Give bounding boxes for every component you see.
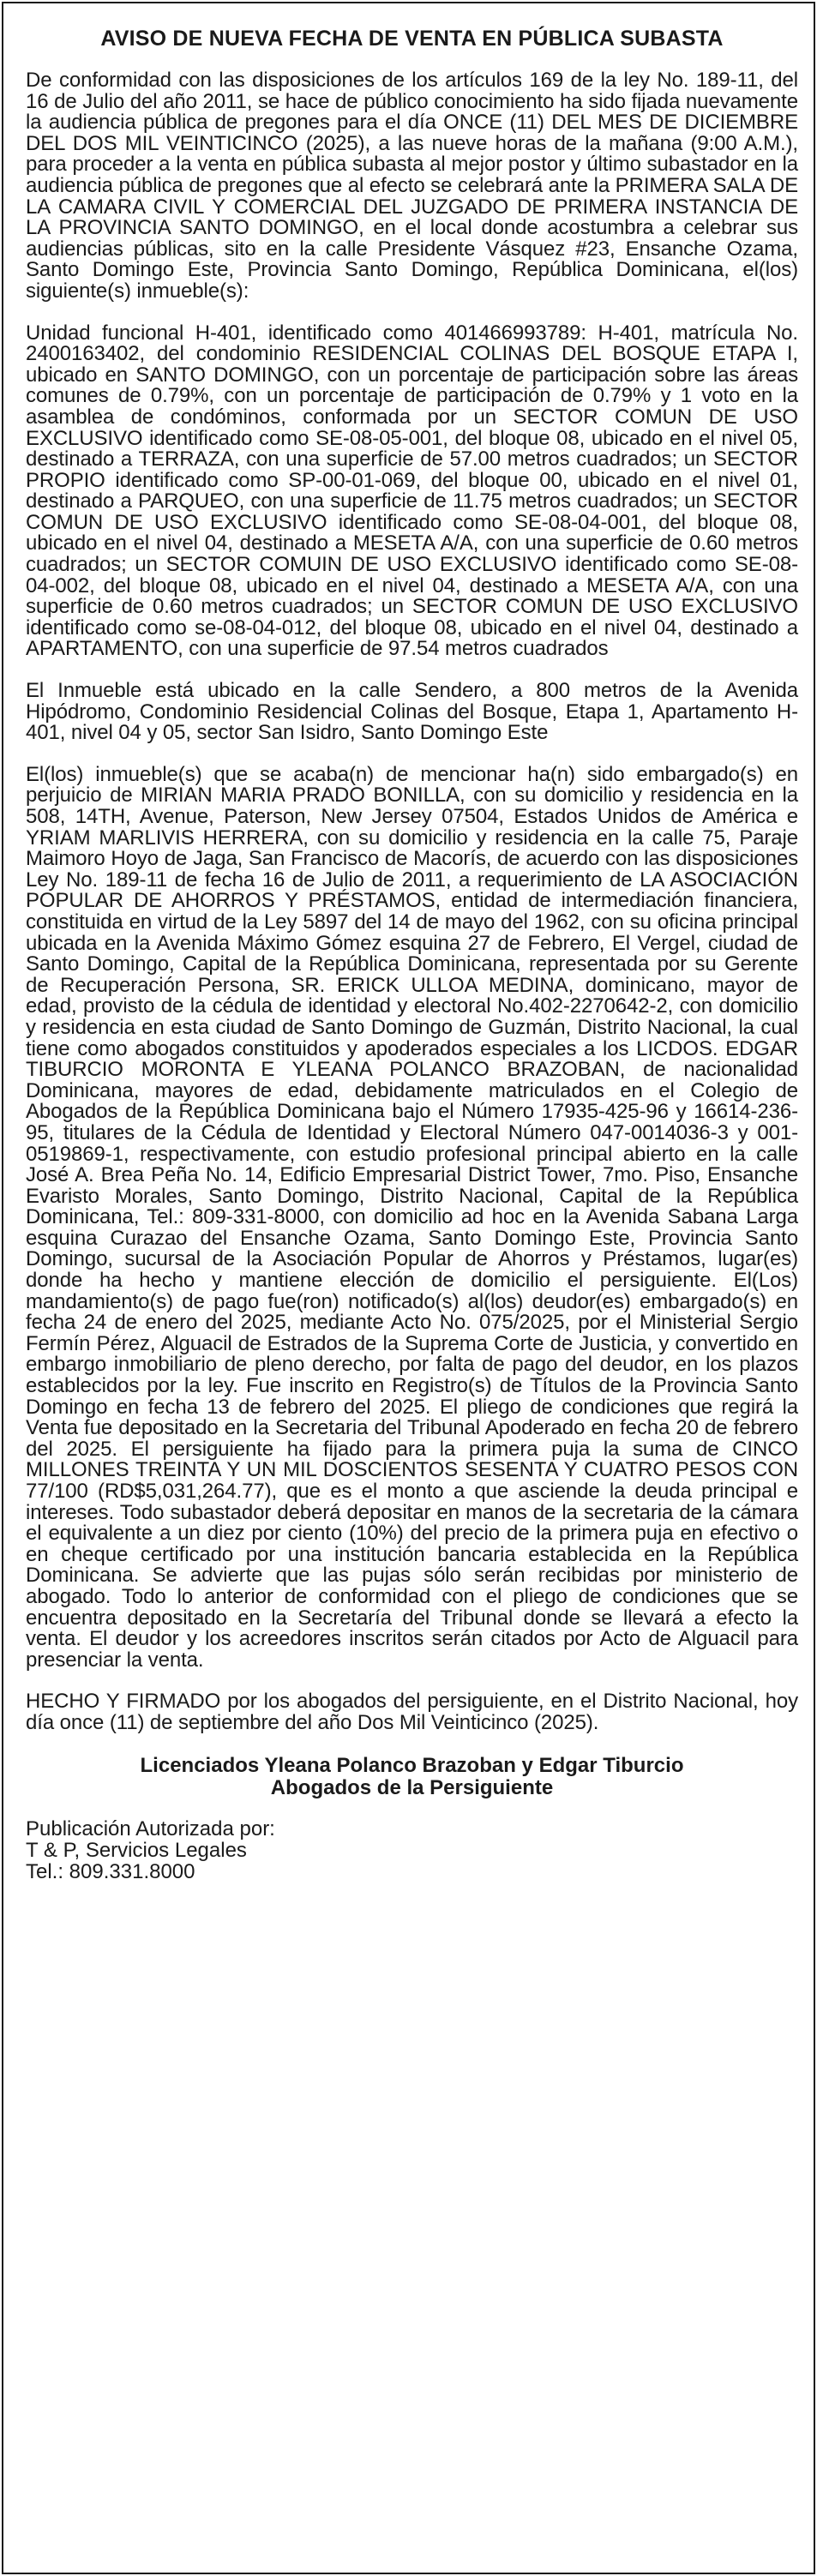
publication-phone: Tel.: 809.331.8000 bbox=[26, 1859, 195, 1883]
paragraph-seizure-details: El(los) inmueble(s) que se acaba(n) de mencionar ha(n) sido embargado(s) en perjuicio de MIRIAN MARIA PRADO BONILLA, con su domicilio y residencia en la 508, 14TH, Avenue, Paterson, New Jersey 07504, Estados Unidos de América e YRIAM MARLIVIS HERRERA, con su domicilio y residencia en la calle 75, Paraje Maimoro Hoyo de Jaga, San Francisco de Macorís, de acuerdo con las disposiciones Ley No. 189-11 de fecha 16 de Julio de 2011, a requerimiento de LA ASOCIACIÓN POPULAR DE AHORROS Y PRÉSTAMOS, entidad de intermediación financiera, constituida en virtud de la Ley 5897 del 14 de mayo del 1962, con su oficina principal ubicada en la Avenida Máximo Gómez esquina 27 de Febrero, El Vergel, ciudad de Santo Domingo, Capital de la República Dominicana, representada por su Gerente de Recuperación Persona, SR. ERICK ULLOA MEDINA, dominicano, mayor de edad, provisto de la cédula de identidad y electoral No.402-2270642-2, con domicilio y residencia en esta ciudad de Santo Domingo de Guzmán, Distrito Nacional, la cual tiene como abogados constituidos y apoderados especiales a los LICDOS. EDGAR TIBURCIO MORONTA E YLEANA POLANCO BRAZOBAN, de nacionalidad Dominicana, mayores de edad, debidamente matriculados en el Colegio de Abogados de la República Dominicana bajo el Número 17935-425-96 y 16614-236-95, titulares de la Cédula de Identidad y Electoral Número 047-0014036-3 y 001-0519869-1, respectivamente, con estudio profesional principal abierto en la calle José A. Brea Peña No. 14, Edificio Empresarial District Tower, 7mo. Piso, Ensanche Evaristo Morales, Santo Domingo, Distrito Nacional, Capital de la República Dominicana, Tel.: 809-331-8000, con domicilio ad hoc en la Avenida Sabana Larga esquina Curazao del Ensanche Ozama, Santo Domingo Este, Provincia Santo Domingo, sucursal de la Asociación Popular de Ahorros y Préstamos, lugar(es) donde ha hecho y mantiene elección de domicilio el persiguiente. El(Los) mandamiento(s) de pago fue(ron) notificado(s) al(los) deudor(es) embargado(s) en fecha 24 de enero del 2025, mediante Acto No. 075/2025, por el Ministerial Sergio Fermín Pérez, Alguacil de Estrados de la Suprema Corte de Justicia, y convertido en embargo inmobiliario de pleno derecho, por falta de pago del deudor, en los plazos establecidos por la ley. Fue inscrito en Registro(s) de Títulos de la Provincia Santo Domingo en fecha 13 de febrero del 2025. El pliego de condiciones que regirá la Venta fue depositado en la Secretaria del Tribunal Apoderado en fecha 20 de febrero del 2025. El persiguiente ha fijado para la primera puja la suma de CINCO MILLONES TREINTA Y UN MIL DOSCIENTOS SESENTA Y CUATRO PESOS CON 77/100 (RD$5,031,264.77), que es el monto a que asciende la deuda principal e intereses. Todo subastador deberá depositar en manos de la secretaria de la cámara el equivalente a un diez por ciento (10%) del precio de la primera puja en efectivo o en cheque certificado por una institución bancaria establecida en la República Dominicana. Se advierte que las pujas sólo serán recibidas por ministerio de abogado. Todo lo anterior de conformidad con el pliego de condiciones que se encuentra depositado en la Secretaría del Tribunal donde se llevará a efecto la venta. El deudor y los acreedores inscritos serán citados por Acto de Alguacil para presenciar la venta. bbox=[26, 762, 798, 1672]
paragraph-signed-statement: HECHO Y FIRMADO por los abogados del persiguiente, en el Distrito Nacional, hoy día once (11) de septiembre del año Dos Mil Veinticinco (2025). bbox=[26, 1690, 798, 1734]
paragraph-property-location: El Inmueble está ubicado en la calle Sendero, a 800 metros de la Avenida Hipódromo, Condominio Residencial Colinas del Bosque, Etapa 1, Apartamento H-401, nivel 04 y 05, sector San Isidro, Santo Domingo Este bbox=[26, 679, 798, 745]
publication-authorized-label: Publicación Autorizada por: bbox=[26, 1816, 275, 1840]
publication-firm-name: T & P, Servicios Legales bbox=[26, 1838, 247, 1862]
attorney-names: Licenciados Yleana Polanco Brazoban y Edgar Tiburcio bbox=[140, 1753, 684, 1777]
attorney-role: Abogados de la Persiguiente bbox=[270, 1775, 554, 1799]
attorney-signature-block bbox=[26, 1755, 798, 1799]
paragraph-property-description: Unidad funcional H-401, identificado como 401466993789: H-401, matrícula No. 2400163402, del condominio RESIDENCIAL COLINAS DEL BOSQUE ETAPA I, ubicado en SANTO DOMINGO, con un porcentaje de participación sobre las áreas comunes de 0.79%, con un porcentaje de participación de 0.79% y 1 voto en la asamblea de condóminos, conformada por un SECTOR COMUN DE USO EXCLUSIVO identificado como SE-08-05-001, del bloque 08, ubicado en el nivel 05, destinado a TERRAZA, con una superficie de 57.00 metros cuadrados; un SECTOR PROPIO identificado como SP-00-01-069, del bloque 00, ubicado en el nivel 01, destinado a PARQUEO, con una superficie de 11.75 metros cuadrados; un SECTOR COMUN DE USO EXCLUSIVO identificado como SE-08-04-001, del bloque 08, ubicado en el nivel 04, destinado a MESETA A/A, con una superficie de 0.60 metros cuadrados; un SECTOR COMUIN DE USO EXCLUSIVO identificado como SE-08-04-002, del bloque 08, ubicado en el nivel 04, destinado a MESETA A/A, con una superficie de 0.60 metros cuadrados; un SECTOR COMUN DE USO EXCLUSIVO identificado como se-08-04-012, del bloque 08, ubicado en el nivel 04, destinado a APARTAMENTO, con una superficie de 97.54 metros cuadrados bbox=[26, 321, 798, 661]
publication-credit bbox=[26, 1818, 798, 1882]
notice-border bbox=[2, 2, 815, 2574]
notice-body bbox=[26, 26, 798, 1882]
notice-title: AVISO DE NUEVA FECHA DE VENTA EN PÚBLICA SUBASTA bbox=[100, 27, 724, 51]
paragraph-hearing-announcement: De conformidad con las disposiciones de los artículos 169 de la ley No. 189-11, del 16 de Julio del año 2011, se hace de público conocimiento ha sido fijada nuevamente la audiencia pública de pregones para el día ONCE (11) DEL MES DE DICIEMBRE DEL DOS MIL VEINTICINCO (2025), a las nueve horas de la mañana (9:00 A.M.), para proceder a la venta en pública subasta al mejor postor y último subastador en la audiencia pública de pregones que al efecto se celebrará ante la PRIMERA SALA DE LA CAMARA CIVIL Y COMERCIAL DEL JUZGADO DE PRIMERA INSTANCIA DE LA PROVINCIA SANTO DOMINGO, en el local donde acostumbra a celebrar sus audiencias públicas, sito en la calle Presidente Vásquez #23, Ensanche Ozama, Santo Domingo Este, Provincia Santo Domingo, República Dominicana, el(los) siguiente(s) inmueble(s): bbox=[26, 69, 798, 303]
